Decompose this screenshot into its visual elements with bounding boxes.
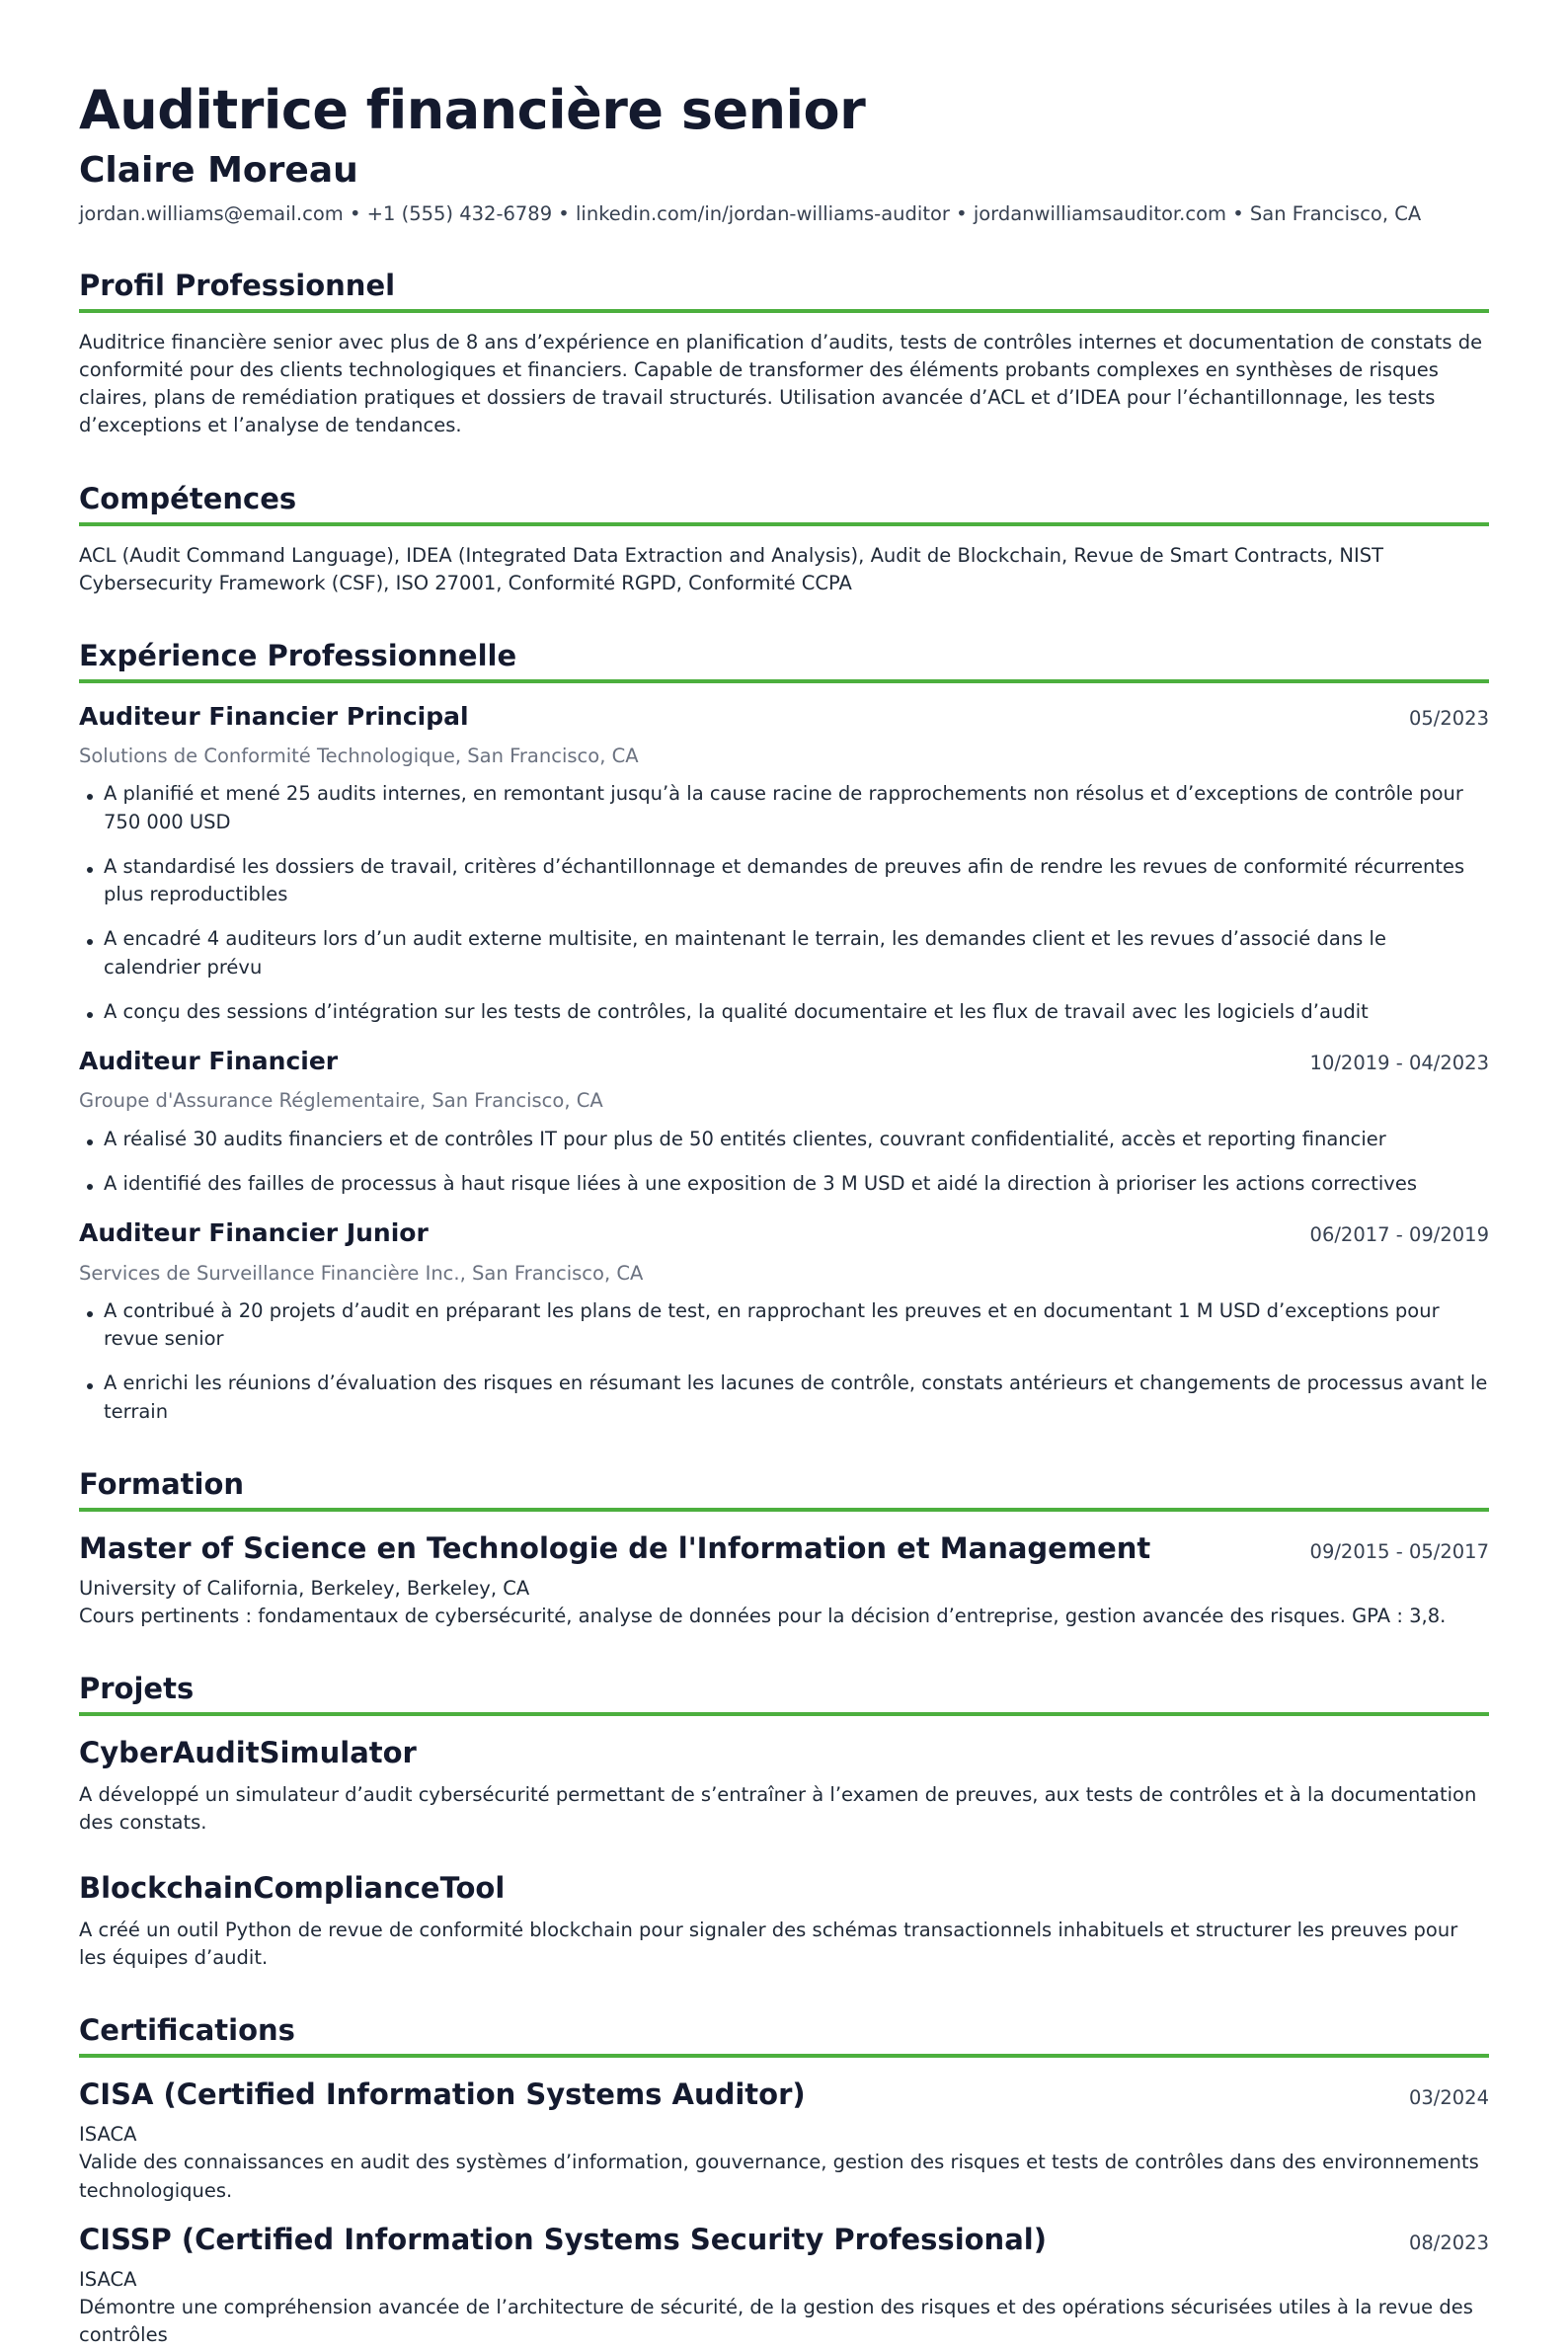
job-header (79, 1044, 1489, 1079)
project-title: BlockchainComplianceTool (79, 1870, 506, 1905)
certifications-section (79, 2013, 1489, 2349)
certification-issuer: ISACA (79, 2267, 137, 2291)
education-section (79, 1467, 1489, 1630)
bullet-item: A réalisé 30 audits financiers et de contrôles IT pour plus de 50 entités clientes, couvrant confidentialité, accès et reporting financier (79, 1126, 1489, 1153)
certification-entry (79, 2074, 1489, 2205)
job-entry (79, 699, 1489, 1026)
bullet-item: A encadré 4 auditeurs lors d’un audit externe multisite, en maintenant le terrain, les demandes client et les revues d’associé dans le calendrier prévu (79, 925, 1489, 981)
bullet-item: A contribué à 20 projets d’audit en préparant les plans de test, en rapprochant les preuves et en documentant 1 M USD d’exceptions pour revue senior (79, 1297, 1489, 1354)
education-header (79, 1528, 1489, 1569)
project-title: CyberAuditSimulator (79, 1736, 417, 1770)
project-description: A développé un simulateur d’audit cybersécurité permettant de s’entraîner à l’examen de preuves, aux tests de contrôles et à la documentation des constats. (79, 1783, 1477, 1835)
education-details: Cours pertinents : fondamentaux de cybersécurité, analyse de données pour la décision d’entreprise, gestion avancée des risques. GPA : 3,8. (79, 1604, 1447, 1627)
certification-issuer: ISACA (79, 2123, 137, 2147)
bullet-item: A enrichi les réunions d’évaluation des risques en résumant les lacunes de contrôle, constats antérieurs et changements de processus avant le terrain (79, 1370, 1489, 1426)
certification-date: 03/2024 (1408, 2085, 1489, 2109)
certification-description: Valide des connaissances en audit des systèmes d’information, gouvernance, gestion des risques et tests de contrôles dans des environnements technologiques. (79, 2151, 1479, 2202)
job-company: Solutions de Conformité Technologique, San Francisco, CA (79, 744, 639, 768)
job-date: 10/2019 - 04/2023 (1309, 1052, 1489, 1075)
certification-date: 08/2023 (1408, 2231, 1489, 2254)
projects-section (79, 1672, 1489, 1972)
job-date: 05/2023 (1408, 706, 1489, 730)
bullet-item: A standardisé les dossiers de travail, critères d’échantillonnage et demandes de preuves afin de rendre les revues de conformité récurrentes plus reproductibles (79, 853, 1489, 909)
school-name: University of California, Berkeley, Berkeley, CA (79, 1576, 530, 1600)
bullet-item: A planifié et mené 25 audits internes, en remontant jusqu’à la cause racine de rapprochements non résolus et d’exceptions de contrôle pour 750 000 USD (79, 780, 1489, 836)
profile-heading: Profil Professionnel (79, 269, 1489, 313)
job-entry (79, 1044, 1489, 1198)
bullet-item: A conçu des sessions d’intégration sur les tests de contrôles, la qualité documentaire et les flux de travail avec les logiciels d’audit (79, 998, 1489, 1026)
experience-heading: Expérience Professionnelle (79, 639, 1489, 683)
education-heading: Formation (79, 1467, 1489, 1512)
bullet-item: A identifié des failles de processus à haut risque liées à une exposition de 3 M USD et aidé la direction à prioriser les actions correctives (79, 1170, 1489, 1198)
projects-list (79, 1732, 1489, 1972)
job-date: 06/2017 - 09/2019 (1309, 1223, 1489, 1247)
profile-text: Auditrice financière senior avec plus de 8 ans d’expérience en planification d’audits, tests de contrôles internes et documentation de constats de conformité pour des clients technologiques et financiers. Capable de transformer des éléments probants complexes en synthèses de risques claires, plans de remédiation pratiques et dossiers de travail structurés. Utilisation avancée d’ACL et d’IDEA pour l’échantillonnage, les tests d’exceptions et l’analyse de tendances. (79, 330, 1483, 437)
skills-text: ACL (Audit Command Language), IDEA (Integrated Data Extraction and Analysis), Audit de Blockchain, Revue de Smart Contracts, NIST Cybersecurity Framework (CSF), ISO 27001, Conformité RGPD, Conformité CCPA (79, 543, 1384, 594)
job-bullets (79, 780, 1489, 1026)
certification-title: CISA (Certified Information Systems Auditor) (79, 2076, 806, 2111)
certification-header (79, 2219, 1489, 2260)
degree-title: Master of Science en Technologie de l'Information et Management (79, 1530, 1151, 1565)
job-company: Services de Surveillance Financière Inc., San Francisco, CA (79, 1261, 644, 1285)
job-title: Auditeur Financier (79, 1047, 339, 1076)
job-title: Auditeur Financier Principal (79, 701, 469, 731)
job-header (79, 1215, 1489, 1251)
job-bullets (79, 1126, 1489, 1199)
candidate-name: Claire Moreau (79, 150, 358, 192)
education-entry (79, 1528, 1489, 1631)
project-description: A créé un outil Python de revue de conformité blockchain pour signaler des schémas transactionnels inhabituels et structurer les preuves pour les équipes d’audit. (79, 1918, 1458, 1969)
job-bullets (79, 1297, 1489, 1426)
certifications-heading: Certifications (79, 2013, 1489, 2058)
resume-title: Auditrice financière senior (79, 79, 866, 141)
certification-title: CISSP (Certified Information Systems Security Professional) (79, 2222, 1047, 2256)
project-entry (79, 1867, 1489, 1973)
project-entry (79, 1732, 1489, 1838)
certification-description: Démontre une compréhension avancée de l’architecture de sécurité, de la gestion des risques et des opérations sécurisées utiles à la revue des contrôles (79, 2296, 1473, 2347)
skills-heading: Compétences (79, 482, 1489, 526)
skills-section (79, 482, 1489, 597)
projects-heading: Projets (79, 1672, 1489, 1716)
experience-list (79, 699, 1489, 1426)
job-header (79, 699, 1489, 735)
profile-section (79, 269, 1489, 440)
job-entry (79, 1215, 1489, 1426)
job-company: Groupe d'Assurance Réglementaire, San Francisco, CA (79, 1089, 603, 1113)
experience-section (79, 639, 1489, 1426)
contact-line: jordan.williams@email.com • +1 (555) 432-6789 • linkedin.com/in/jordan-williams-auditor • jordanwilliamsauditor.com • San Francisco, CA (79, 201, 1422, 225)
education-date: 09/2015 - 05/2017 (1309, 1539, 1489, 1563)
certifications-list (79, 2074, 1489, 2350)
certification-entry (79, 2219, 1489, 2350)
certification-header (79, 2074, 1489, 2115)
job-title: Auditeur Financier Junior (79, 1218, 429, 1248)
